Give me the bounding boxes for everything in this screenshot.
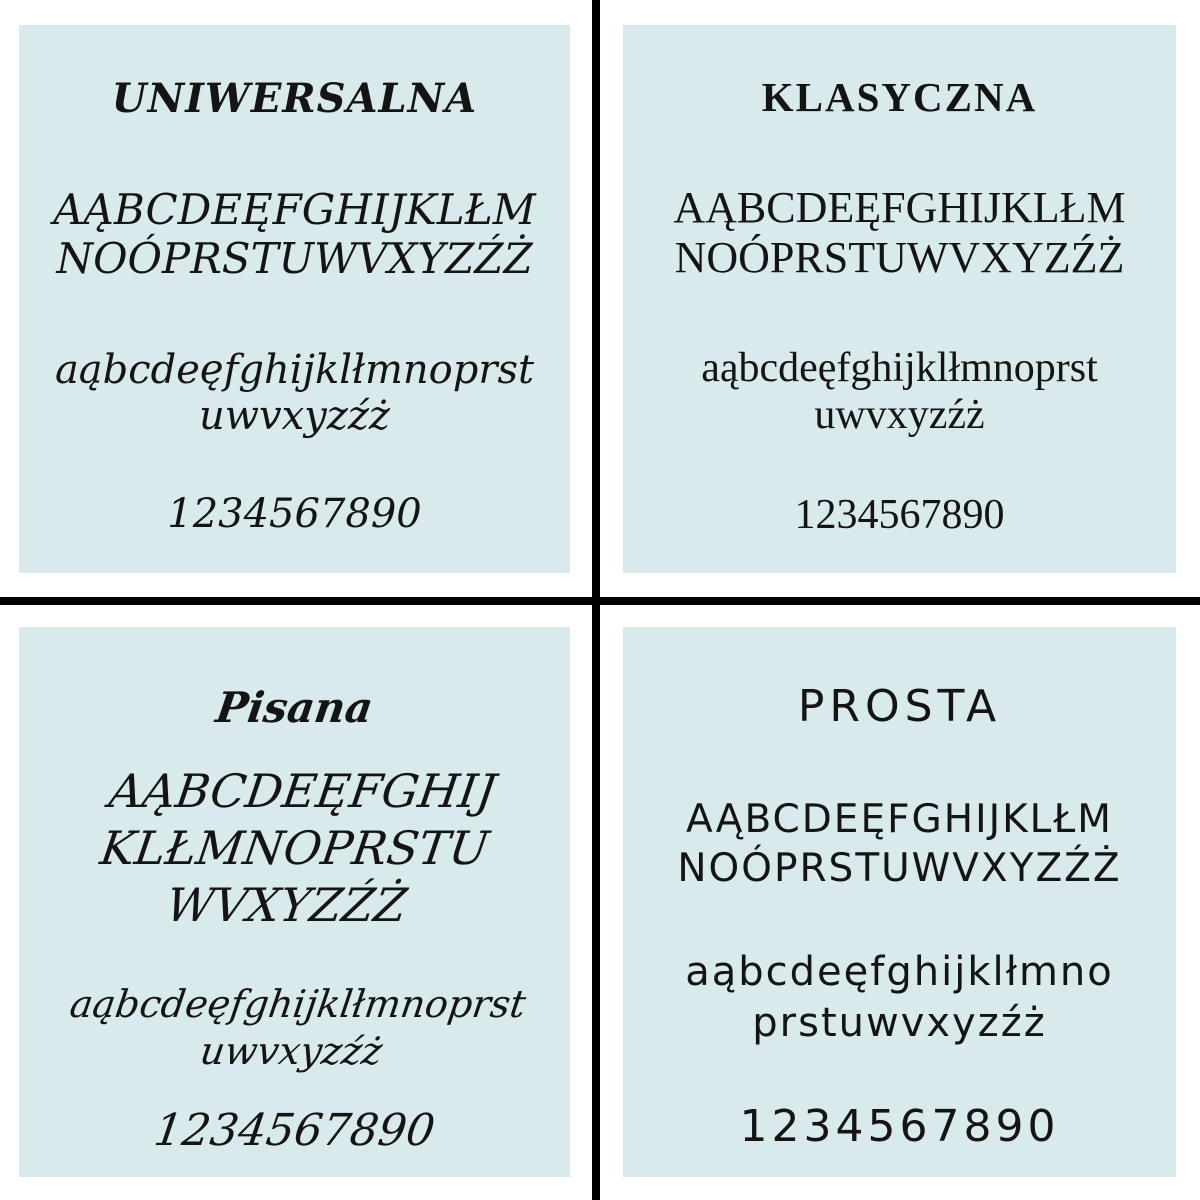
lowercase-line-2: uwvxyzźż [814, 392, 985, 438]
lowercase-line-1: aąbcdeęfghijklłmno [685, 949, 1114, 995]
numbers-sample: 1234567890 [794, 492, 1005, 538]
lowercase-line-1: aąbcdeęfghijklłmnoprst [67, 982, 529, 1026]
font-card-klasyczna [623, 25, 1176, 573]
uppercase-line-2: KLŁMNOPRSTU [97, 821, 493, 875]
font-card-uniwersalna [19, 25, 570, 573]
uppercase-line-1: AĄBCDEĘFGHIJKLŁM [53, 185, 536, 234]
lowercase-line-2: uwvxyzźż [199, 393, 390, 439]
lowercase-line-1: aąbcdeęfghijklłmnoprst [701, 345, 1098, 391]
lowercase-sample [19, 347, 570, 439]
uppercase-line-2: NOÓPRSTUWVXYZŹŻ [677, 846, 1122, 891]
uppercase-line-1: AĄBCDEĘFGHIJKLŁM [673, 183, 1126, 232]
uppercase-sample [19, 763, 570, 934]
numbers-sample: 1234567890 [167, 491, 422, 537]
font-title-uniwersalna: UNIWERSALNA [111, 75, 478, 122]
font-card-pisana [19, 627, 570, 1177]
numbers-sample: 1234567890 [150, 1105, 439, 1156]
lowercase-line-1: aąbcdeęfghijklłmnoprst [54, 347, 535, 393]
lowercase-line-2: prstuwvxyzźż [752, 1000, 1047, 1046]
lowercase-sample [623, 345, 1176, 439]
uppercase-line-1: AĄBCDEĘFGHIJ [105, 764, 500, 818]
numbers-sample: 1234567890 [739, 1101, 1060, 1152]
uppercase-line-2: NOÓPRSTUWVXYZŹŻ [56, 234, 533, 283]
uppercase-line-3: WVXYZŹŻ [162, 878, 411, 932]
uppercase-line-2: NOÓPRSTUWVXYZŹŻ [674, 233, 1125, 282]
horizontal-divider [0, 597, 1200, 605]
uppercase-line-1: AĄBCDEĘFGHIJKLŁM [686, 797, 1113, 842]
lowercase-sample [623, 947, 1176, 1049]
font-title-prosta: PROSTA [797, 681, 1002, 732]
uppercase-sample [623, 183, 1176, 283]
lowercase-line-2: uwvxyzźż [197, 1029, 386, 1073]
font-card-prosta [623, 627, 1176, 1177]
uppercase-sample [19, 185, 570, 283]
font-title-pisana: Pisana [212, 683, 377, 732]
lowercase-sample [19, 981, 570, 1075]
uppercase-sample [623, 795, 1176, 893]
font-title-klasyczna: KLASYCZNA [761, 74, 1038, 120]
